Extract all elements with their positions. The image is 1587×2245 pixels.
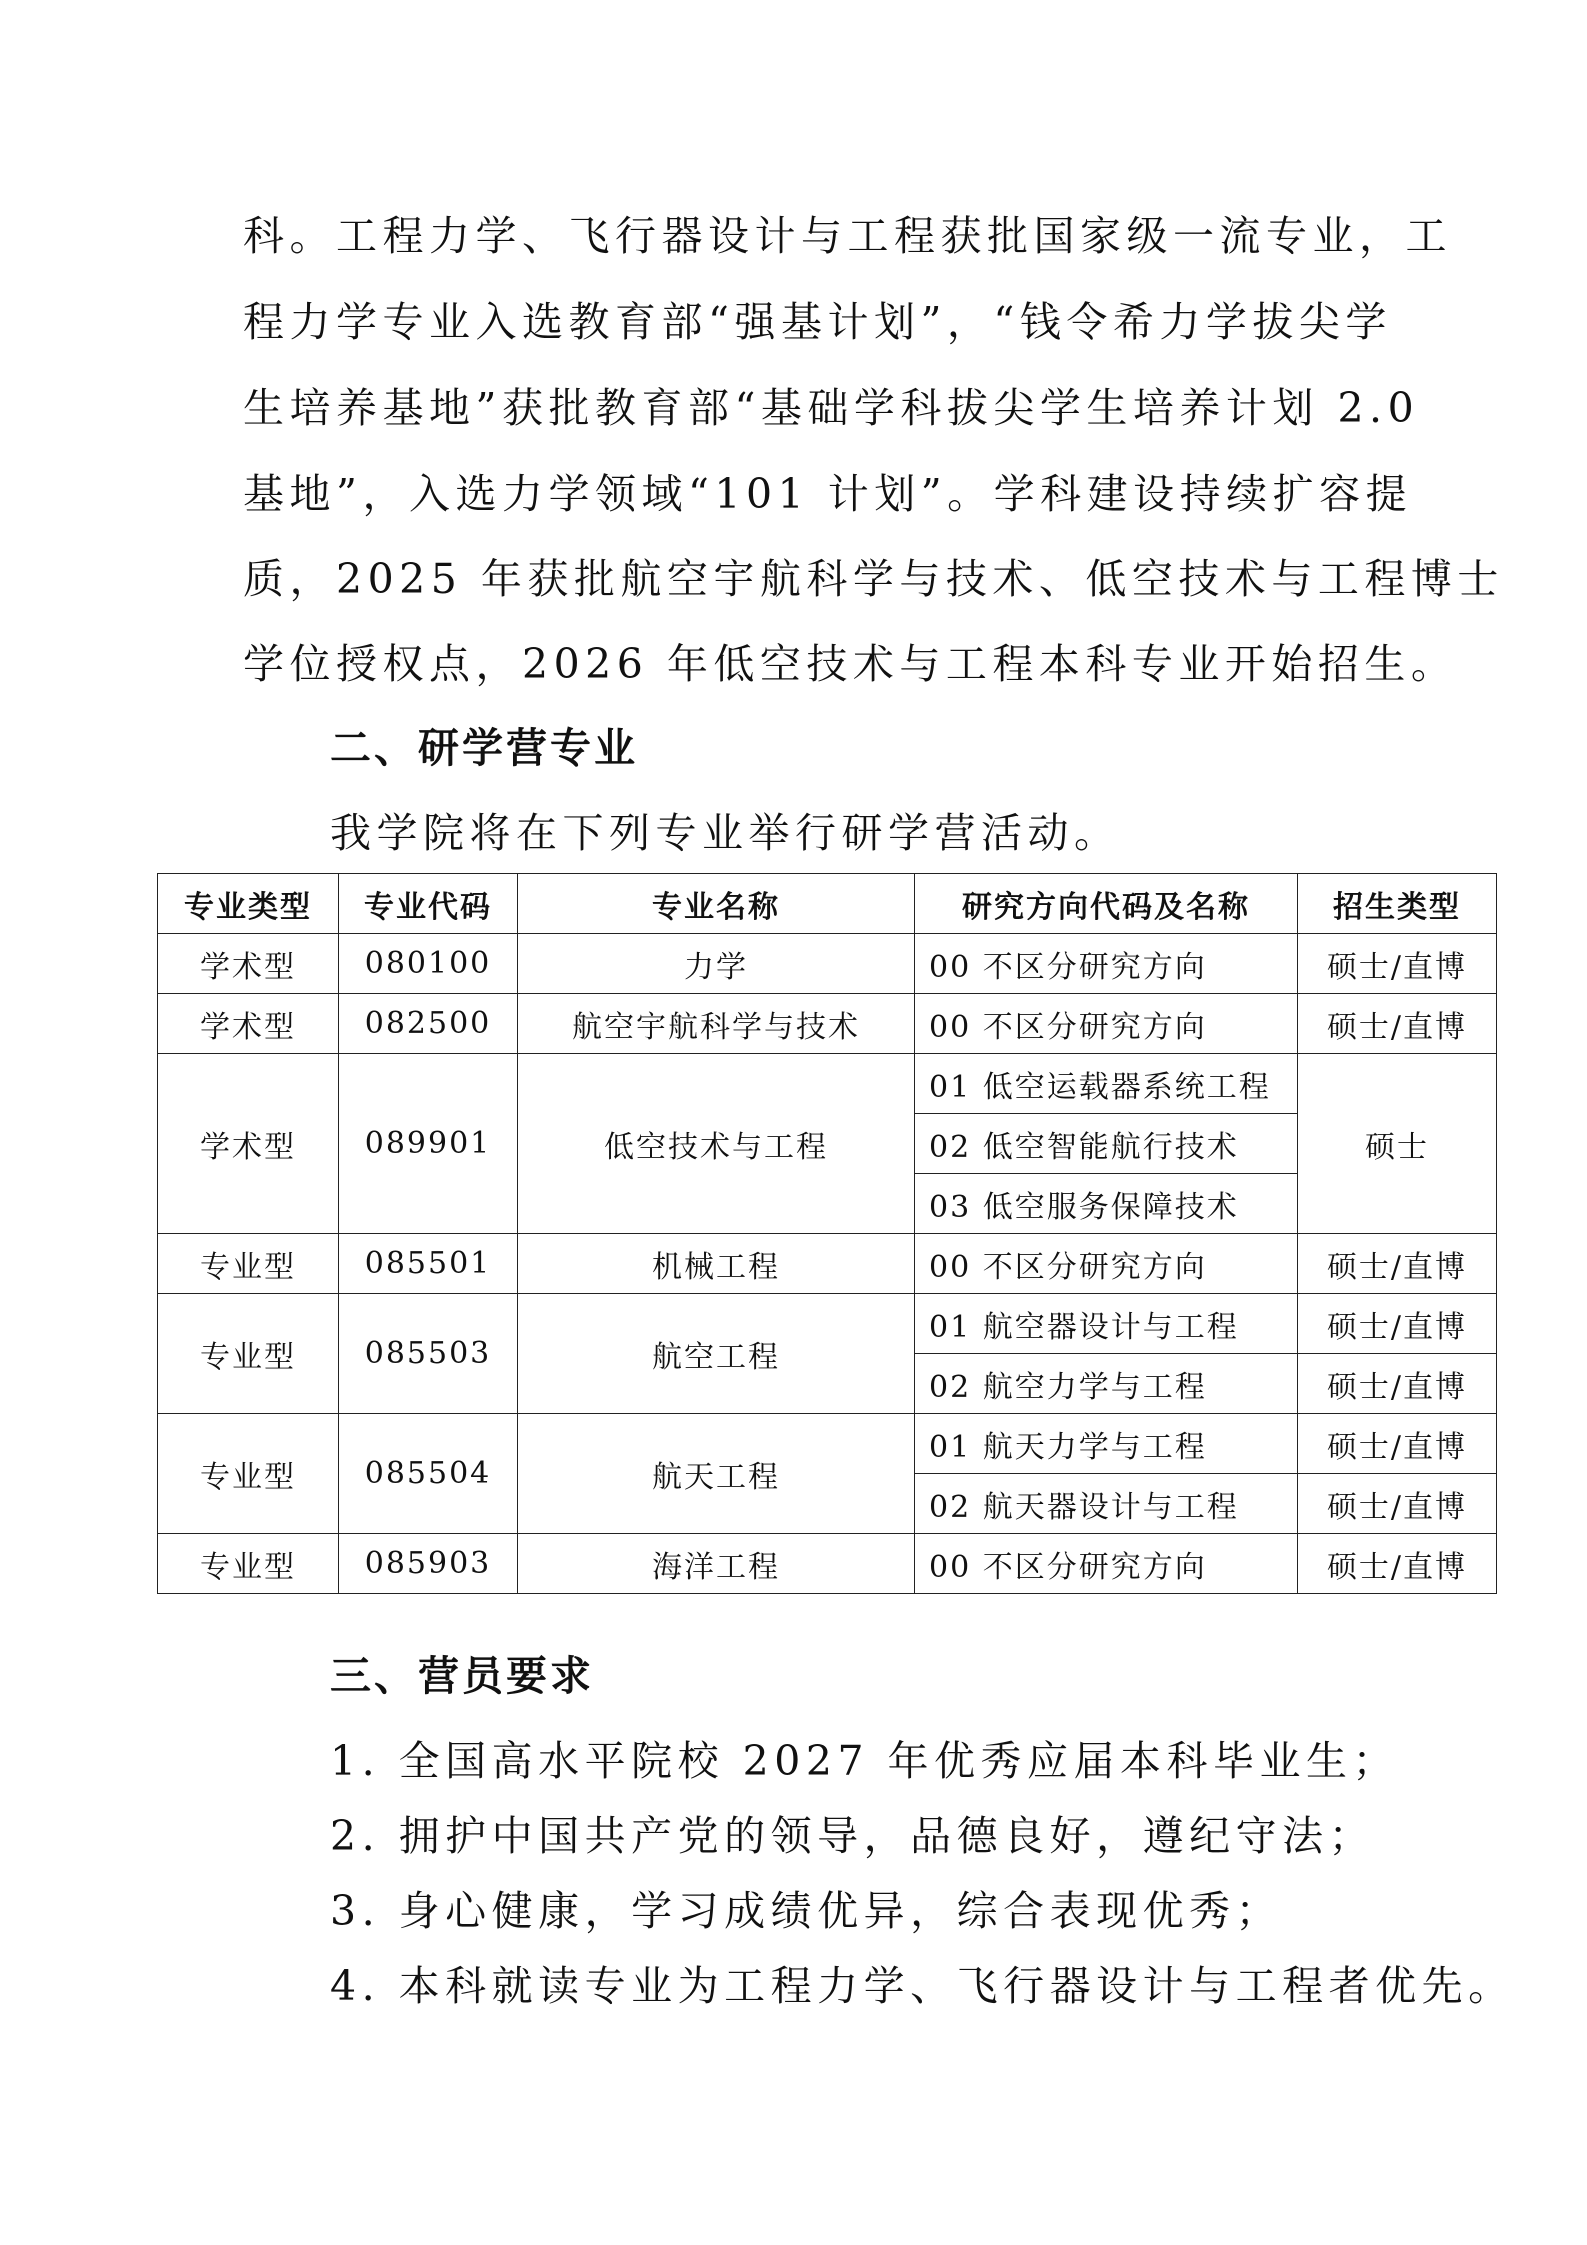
cell-name: 机械工程 xyxy=(518,1234,915,1294)
table-row xyxy=(158,1294,1497,1354)
cell-enroll: 硕士/直博 xyxy=(1298,1354,1497,1414)
cell-code: 089901 xyxy=(339,1054,518,1234)
cell-enroll: 硕士 xyxy=(1298,1054,1497,1234)
cell-name: 航空工程 xyxy=(518,1294,915,1414)
requirement-item: 1. 全国高水平院校 2027 年优秀应届本科毕业生； xyxy=(330,1737,1400,1785)
header-research-direction: 研究方向代码及名称 xyxy=(915,874,1298,934)
cell-code: 085501 xyxy=(339,1234,518,1294)
cell-code: 080100 xyxy=(339,934,518,994)
cell-enroll: 硕士/直博 xyxy=(1298,934,1497,994)
table-row xyxy=(158,994,1497,1054)
table-row xyxy=(158,1534,1497,1594)
paragraph-line: 科。工程力学、飞行器设计与工程获批国家级一流专业，工 xyxy=(243,212,1452,260)
cell-name: 低空技术与工程 xyxy=(518,1054,915,1234)
cell-direction: 00 不区分研究方向 xyxy=(915,1234,1298,1294)
header-major-type: 专业类型 xyxy=(158,874,339,934)
paragraph-line: 质，2025 年获批航空宇航科学与技术、低空技术与工程博士 xyxy=(243,555,1504,603)
cell-direction: 00 不区分研究方向 xyxy=(915,1534,1298,1594)
table-row xyxy=(158,1414,1497,1474)
cell-direction: 02 航天器设计与工程 xyxy=(915,1474,1298,1534)
cell-type: 学术型 xyxy=(158,934,339,994)
table-header-row xyxy=(158,874,1497,934)
cell-direction: 00 不区分研究方向 xyxy=(915,934,1298,994)
section-heading: 三、营员要求 xyxy=(330,1652,594,1700)
cell-code: 085503 xyxy=(339,1294,518,1414)
cell-type: 专业型 xyxy=(158,1234,339,1294)
paragraph-line: 学位授权点，2026 年低空技术与工程本科专业开始招生。 xyxy=(243,640,1458,688)
cell-enroll: 硕士/直博 xyxy=(1298,1414,1497,1474)
table-row xyxy=(158,1234,1497,1294)
cell-direction: 02 航空力学与工程 xyxy=(915,1354,1298,1414)
section-intro: 我学院将在下列专业举行研学营活动。 xyxy=(330,809,1121,857)
requirement-item: 4. 本科就读专业为工程力学、飞行器设计与工程者优先。 xyxy=(330,1962,1515,2010)
table-row xyxy=(158,1054,1497,1114)
cell-enroll: 硕士/直博 xyxy=(1298,1474,1497,1534)
paragraph-line: 基地”，入选力学领域“101 计划”。学科建设持续扩容提 xyxy=(243,470,1413,518)
cell-direction: 01 航空器设计与工程 xyxy=(915,1294,1298,1354)
table-row xyxy=(158,934,1497,994)
cell-direction: 01 航天力学与工程 xyxy=(915,1414,1298,1474)
cell-type: 学术型 xyxy=(158,1054,339,1234)
cell-direction: 01 低空运载器系统工程 xyxy=(915,1054,1298,1114)
paragraph-line: 程力学专业入选教育部“强基计划”，“钱令希力学拔尖学 xyxy=(243,298,1392,346)
cell-name: 航空宇航科学与技术 xyxy=(518,994,915,1054)
cell-name: 海洋工程 xyxy=(518,1534,915,1594)
header-major-name: 专业名称 xyxy=(518,874,915,934)
cell-type: 专业型 xyxy=(158,1294,339,1414)
cell-enroll: 硕士/直博 xyxy=(1298,1234,1497,1294)
cell-code: 085903 xyxy=(339,1534,518,1594)
cell-type: 学术型 xyxy=(158,994,339,1054)
header-enroll-type: 招生类型 xyxy=(1298,874,1497,934)
cell-enroll: 硕士/直博 xyxy=(1298,994,1497,1054)
cell-code: 085504 xyxy=(339,1414,518,1534)
cell-enroll: 硕士/直博 xyxy=(1298,1294,1497,1354)
requirement-item: 2. 拥护中国共产党的领导，品德良好，遵纪守法； xyxy=(330,1812,1376,1860)
cell-direction: 03 低空服务保障技术 xyxy=(915,1174,1298,1234)
cell-name: 力学 xyxy=(518,934,915,994)
majors-table xyxy=(157,873,1497,1594)
requirement-item: 3. 身心健康，学习成绩优异，综合表现优秀； xyxy=(330,1887,1283,1935)
paragraph-line: 生培养基地”获批教育部“基础学科拔尖学生培养计划 2.0 xyxy=(243,384,1420,432)
cell-direction: 02 低空智能航行技术 xyxy=(915,1114,1298,1174)
cell-type: 专业型 xyxy=(158,1534,339,1594)
cell-enroll: 硕士/直博 xyxy=(1298,1534,1497,1594)
section-heading: 二、研学营专业 xyxy=(330,724,638,772)
cell-name: 航天工程 xyxy=(518,1414,915,1534)
header-major-code: 专业代码 xyxy=(339,874,518,934)
cell-direction: 00 不区分研究方向 xyxy=(915,994,1298,1054)
cell-code: 082500 xyxy=(339,994,518,1054)
cell-type: 专业型 xyxy=(158,1414,339,1534)
